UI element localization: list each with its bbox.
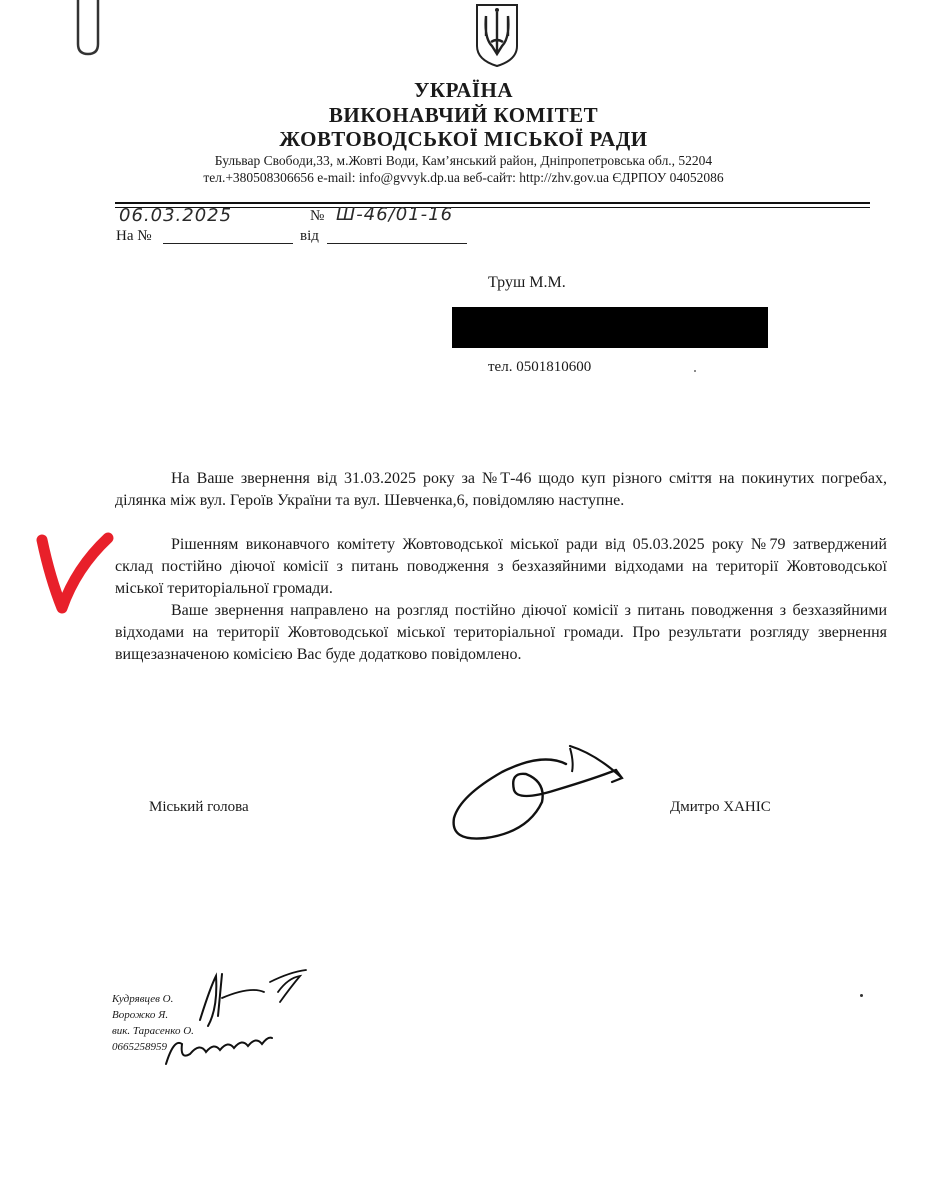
reply-to-label: На №	[116, 228, 152, 244]
executor-phone: 0665258959	[112, 1041, 167, 1053]
header-address: Бульвар Свободи,33, м.Жовті Води, Кам’янський район, Дніпропетровська обл., 52204	[214, 153, 713, 168]
registration-date: 06.03.2025	[119, 205, 233, 226]
executors-signature-icon	[160, 968, 310, 1078]
redacted-address-block	[452, 307, 768, 348]
registration-number-label: №	[310, 208, 325, 224]
speck-mark	[860, 994, 863, 997]
header-country: УКРАЇНА	[413, 78, 514, 102]
body-paragraph-1: На Ваше звернення від 31.03.2025 року за №Т-46 щодо куп різного сміття на покинутих погребах, ділянка між вул. Героїв України та вул. Шевченка,6, повідомляю наступне.	[115, 470, 887, 509]
addressee-name: Труш М.М.	[488, 274, 566, 291]
header-org-line1: ВИКОНАВЧИЙ КОМІТЕТ	[328, 103, 599, 127]
addressee-phone: тел. 0501810600	[488, 359, 592, 375]
signer-role: Міський голова	[149, 799, 249, 815]
header-org-line2: ЖОВТОВОДСЬКОЇ МІСЬКОЇ РАДИ	[279, 127, 648, 151]
body-paragraph-3: Ваше звернення направлено на розгляд постійно діючої комісії з питань поводження з безхазяйними відходами на території Жовтоводської міської територіальної громади. Про результати розгляду звернення вищезазначеною комісією Вас буде додатково повідомлено.	[115, 602, 887, 663]
red-check-mark-icon	[36, 528, 116, 618]
executor-2: Ворожко Я.	[112, 1009, 169, 1021]
paper-clip-icon	[72, 0, 112, 60]
registration-number: Ш-46/01-16	[336, 204, 454, 225]
header-rule-thick	[115, 202, 870, 204]
signer-name: Дмитро ХАНІС	[670, 799, 771, 815]
mayor-signature-icon	[446, 742, 636, 852]
from-label: від	[300, 228, 319, 244]
speck-mark	[694, 370, 696, 372]
executor-3: вик. Тарасенко О.	[112, 1025, 194, 1037]
coat-of-arms-icon	[474, 2, 520, 68]
executor-1: Кудрявцев О.	[112, 993, 174, 1005]
header-contacts: тел.+380508306656 e-mail: info@gvvyk.dp.ua веб-сайт: http://zhv.gov.ua ЄДРПОУ 04052086	[203, 170, 724, 185]
reply-to-blank-line	[163, 243, 293, 244]
from-blank-line	[327, 243, 467, 244]
body-paragraph-2: Рішенням виконавчого комітету Жовтоводської міської ради від 05.03.2025 року №79 затверджений склад постійно діючої комісії з питань поводження з безхазяйними відходами на території Жовтоводської міської територіальної громади.	[115, 536, 887, 597]
